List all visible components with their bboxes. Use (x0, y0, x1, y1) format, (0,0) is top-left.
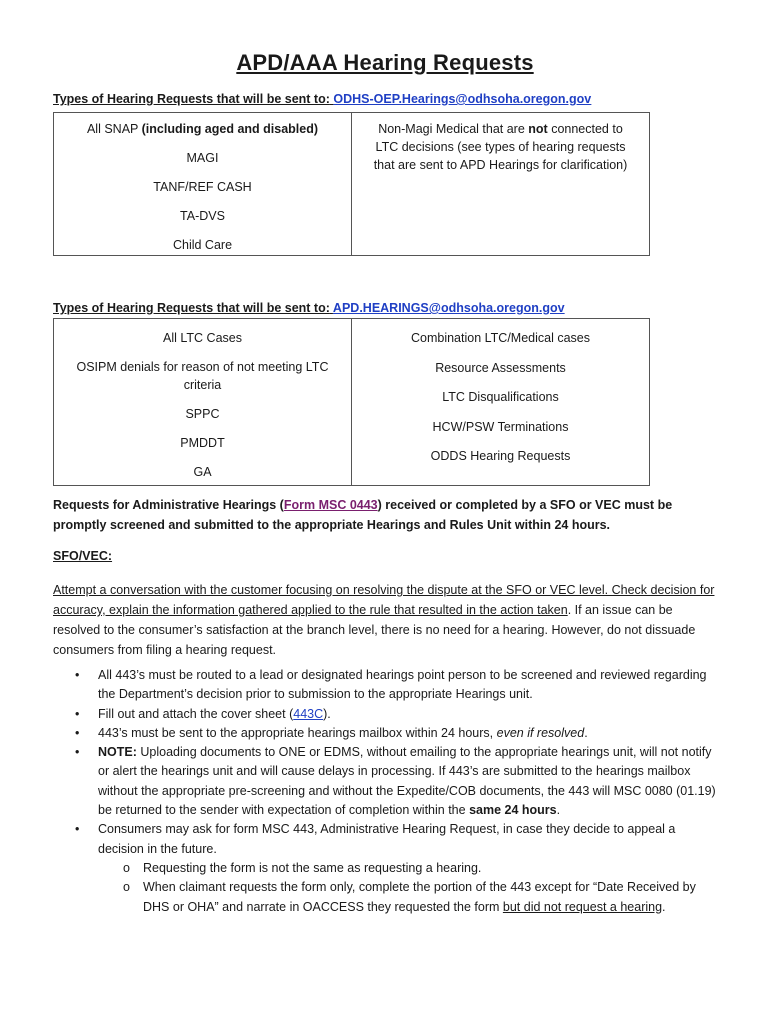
section1-left-item: MAGI (186, 151, 219, 165)
section1-table (53, 112, 650, 256)
section2-left-item: All LTC Cases (163, 331, 242, 345)
list-item: • NOTE: Uploading documents to ONE or EDMS, without emailing to the appropriate hearings unit, will not notify or alert the hearings unit and will cause delays in processing. If 443’s are submitted to the hearings mailbox without the appropriate pre-screening and without the Expedite/COB documents, the 443 will MSC 0080 (01.19) be returned to the sender with expectation of completion within the same 24 hours. (75, 745, 716, 818)
section1-left-item: TA-DVS (180, 209, 225, 223)
list-item: • All 443’s must be routed to a lead or designated hearings point person to be screened and reviewed regarding the Department’s decision prior to submission to the appropriate Hearings unit. (75, 668, 707, 702)
sub-list (98, 859, 723, 917)
form-443c-link[interactable]: 443C (293, 706, 324, 721)
sub-list-item: o Requesting the form is not the same as requesting a hearing. (123, 860, 482, 875)
section2-left-item: SPPC (185, 407, 220, 421)
section2-right-item: ODDS Hearing Requests (430, 449, 571, 463)
page-title: APD/AAA Hearing Requests (236, 50, 534, 75)
section2-right-item: Resource Assessments (435, 361, 566, 375)
section1-left-item: Child Care (172, 238, 233, 252)
section2-right-item: LTC Disqualifications (442, 390, 559, 404)
list-item: • Consumers may ask for form MSC 443, Administrative Hearing Request, in case they decide to appeal a decision in the future. o Requesting the form is not the same as requesting a hearing. o When claimant requests the form only, complete the portion of the 443 except for “Date Received by DHS or OHA” and narrate in OACCESS they requested the form but did not request a hearing. (53, 820, 723, 916)
form-msc-0443-link[interactable]: Form MSC 0443 (283, 498, 378, 512)
section2-table (53, 318, 650, 486)
section2-right-cell (352, 319, 650, 486)
section2-left-cell (54, 319, 352, 486)
intro-paragraph: Attempt a conversation with the customer focusing on resolving the dispute at the SFO or VEC level. Check decision for accuracy, explain the information gathered applied to the rule that resulted in the action taken. If an issue can be resolved to the consumer’s satisfaction at the branch level, there is no need for a hearing. However, do not dissuade consumers from filing a hearing request. (53, 583, 715, 657)
list-item: • Fill out and attach the cover sheet (443C). (75, 706, 331, 721)
section2-left-item: GA (193, 465, 212, 479)
section2-right-item: HCW/PSW Terminations (432, 420, 569, 434)
sfo-vec-heading: SFO/VEC: (53, 549, 113, 563)
list-item: • 443’s must be sent to the appropriate hearings mailbox within 24 hours, even if resolved. (75, 725, 588, 740)
section2-left-item: PMDDT (180, 436, 225, 450)
section2-left-item: OSIPM denials for reason of not meeting LTC criteria (76, 360, 329, 392)
section1-left-cell (54, 113, 352, 256)
section1-non-magi-item: Non-Magi Medical that are not connected to LTC decisions (see types of hearing requests that are sent to APD Hearings for clarification) (373, 122, 628, 172)
section1-left-item: TANF/REF CASH (153, 180, 252, 194)
section2-email-link[interactable]: APD.HEARINGS@odhsoha.oregon.gov (332, 301, 565, 315)
section2-heading (53, 301, 565, 315)
admin-hearings-paragraph: Requests for Administrative Hearings (Form MSC 0443) received or completed by a SFO or VEC must be promptly screened and submitted to the appropriate Hearings and Rules Unit within 24 hours. (53, 498, 673, 532)
section1-label: Types of Hearing Requests that will be sent to: (53, 92, 330, 106)
instructions-list (53, 666, 723, 917)
section2-right-item: Combination LTC/Medical cases (410, 331, 590, 345)
section1-right-cell (352, 113, 650, 256)
section1-snap-item: All SNAP (including aged and disabled) (86, 122, 319, 136)
sub-list-item: o When claimant requests the form only, complete the portion of the 443 except for “Date Received by DHS or OHA” and narrate in OACCESS they requested the form but did not request a hearing. (123, 880, 696, 914)
section1-heading (53, 92, 591, 106)
section2-label: Types of Hearing Requests that will be sent to: (53, 301, 330, 315)
section1-email-link[interactable]: ODHS-OEP.Hearings@odhsoha.oregon.gov (333, 92, 592, 106)
